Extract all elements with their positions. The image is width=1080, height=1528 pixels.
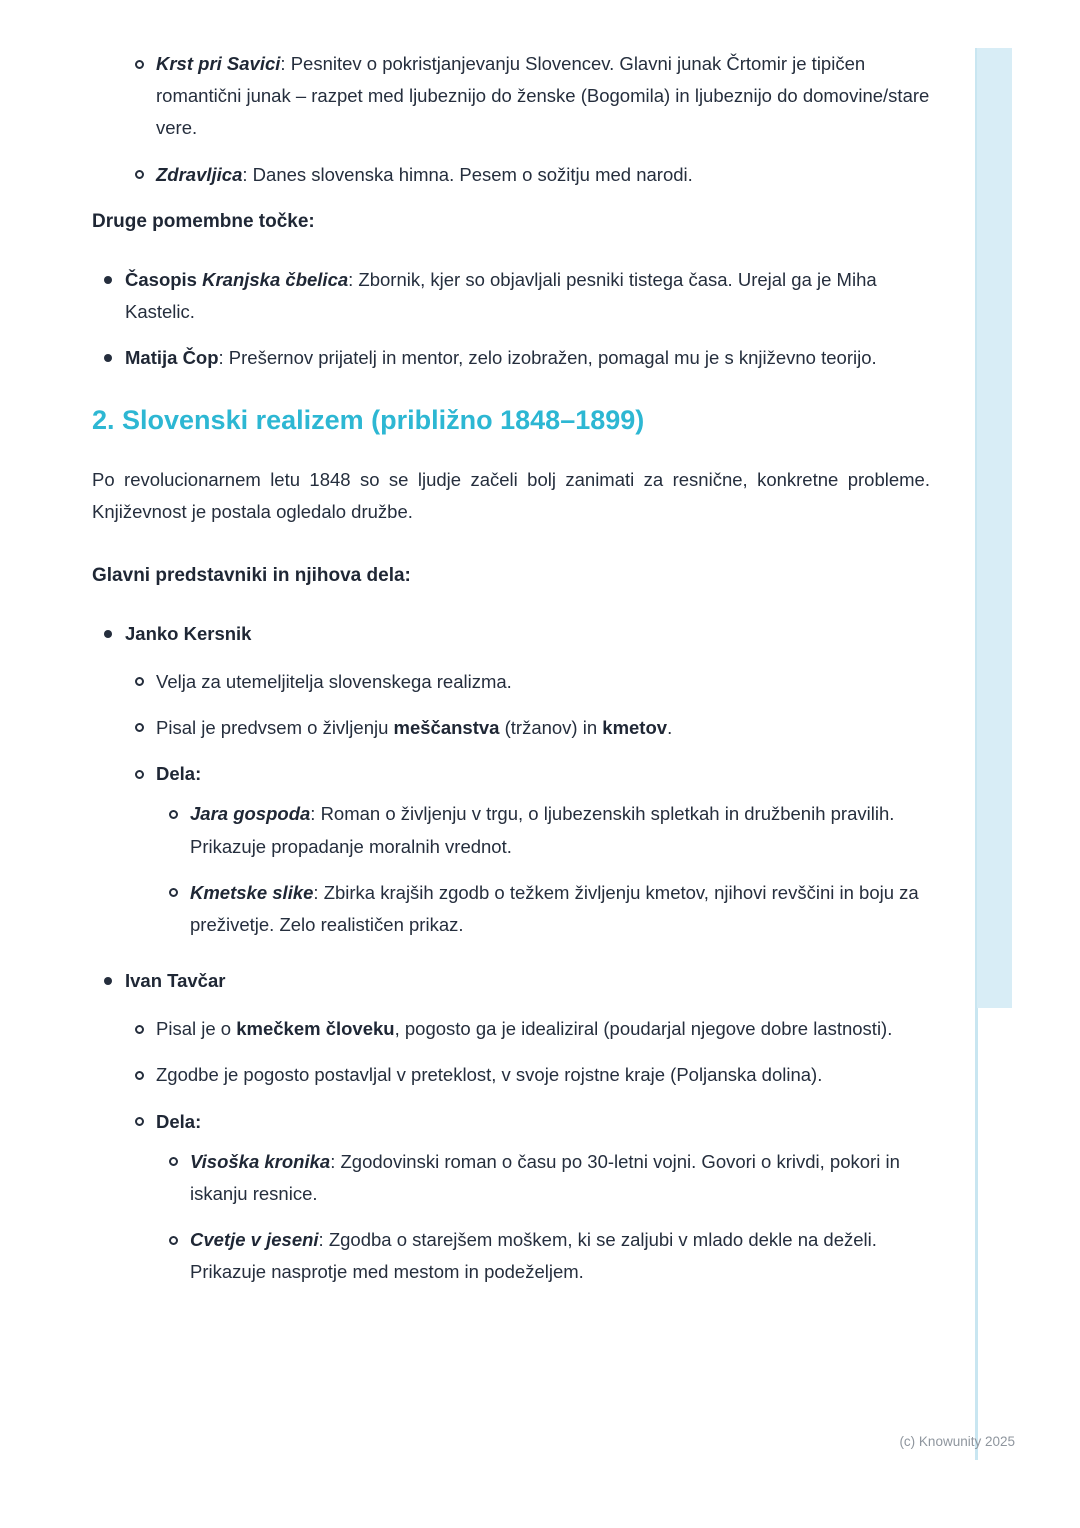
item-text: Pisal je predvsem o življenju: [156, 716, 394, 738]
footer-credit: (c) Knowunity 2025: [899, 1434, 1015, 1449]
list-item-casopis: [103, 264, 930, 328]
romantic-works-list: [134, 48, 930, 191]
dela-label: Dela:: [156, 1110, 202, 1132]
item-emphasis: meščanstva: [393, 716, 500, 738]
work-description: : Danes slovenska himna. Pesem o sožitju med narodi.: [242, 163, 693, 185]
item-text: Pisal je o: [156, 1018, 237, 1040]
tavcar-works-list: [168, 1146, 930, 1289]
author-kersnik: [103, 618, 930, 942]
work-title: Jara gospoda: [190, 803, 311, 825]
list-item-cvetje-v-jeseni: [168, 1224, 930, 1288]
list-item: Velja za utemeljitelja slovenskega realizma.: [134, 666, 930, 698]
work-title: Cvetje v jeseni: [190, 1229, 319, 1251]
list-item-krst: [134, 48, 930, 145]
tavcar-points-list: [134, 1013, 930, 1288]
list-item: [134, 712, 930, 744]
work-title: Krst pri Savici: [156, 53, 281, 74]
item-text: (tržanov) in: [499, 716, 603, 738]
author-name: Ivan Tavčar: [125, 970, 226, 992]
list-item-dela: [134, 758, 930, 941]
item-label: Časopis: [125, 268, 203, 290]
list-item-visoska-kronika: [168, 1146, 930, 1210]
list-item-dela: [134, 1106, 930, 1289]
work-description: : Pesnitev o pokristjanjevanju Slovencev. Glavni junak Črtomir je tipičen romantični junak – razpet med ljubeznijo do ženske (Bogomila) in ljubeznijo do domovine/stare vere.: [156, 53, 930, 139]
work-description: : Roman o življenju v trgu, o ljubezenskih spletkah in družbenih pravilih. Prikazuje propadanje moralnih vrednot.: [190, 803, 895, 857]
author-name: Janko Kersnik: [125, 622, 252, 644]
heading-representatives: Glavni predstavniki in njihova dela:: [92, 564, 411, 586]
authors-list: [103, 618, 930, 1289]
kersnik-works-list: [168, 798, 930, 941]
work-description: : Zgodovinski roman o času po 30-letni vojni. Govori o krivdi, pokori in iskanju resnice.: [190, 1150, 900, 1205]
other-points-list: [103, 264, 930, 375]
kersnik-points-list: [134, 666, 930, 941]
realism-intro-paragraph: Po revolucionarnem letu 1848 so se ljudje začeli bolj zanimati za resnične, konkretne probleme. Književnost je postala ogledalo družbe.: [92, 469, 930, 523]
work-title: Kmetske slike: [190, 881, 314, 903]
work-title: Visoška kronika: [190, 1150, 331, 1172]
list-item: Zgodbe je pogosto postavljal v preteklost, v svoje rojstne kraje (Poljanska dolina).: [134, 1059, 930, 1091]
heading-other-points: Druge pomembne točke:: [92, 210, 315, 232]
item-description: : Prešernov prijatelj in mentor, zelo izobražen, pomagal mu je s književno teorijo.: [218, 347, 877, 369]
list-item-kmetske-slike: [168, 877, 930, 941]
work-title: Zdravljica: [156, 163, 243, 185]
item-label: Matija Čop: [125, 347, 219, 369]
dela-label: Dela:: [156, 763, 202, 785]
item-emphasis: kmečkem človeku: [236, 1018, 395, 1040]
heading-realism-section: 2. Slovenski realizem (približno 1848–1899): [92, 405, 645, 436]
list-item-jara-gospoda: [168, 798, 930, 862]
list-item-matija-cop: [103, 342, 930, 374]
work-description: : Zbirka krajših zgodb o težkem življenju kmetov, njihovi revščini in boju za preživetje. Zelo realističen prikaz.: [190, 881, 919, 935]
item-text: , pogosto ga je idealiziral (poudarjal njegove dobre lastnosti).: [394, 1018, 893, 1040]
work-title: Kranjska čbelica: [202, 268, 349, 290]
work-description: : Zgodba o starejšem moškem, ki se zaljubi v mlado dekle na deželi. Prikazuje nasprotje med mestom in podeželjem.: [190, 1229, 877, 1283]
item-text: .: [667, 716, 673, 738]
author-tavcar: [103, 965, 930, 1289]
list-item: [134, 1013, 930, 1045]
item-description: : Zbornik, kjer so objavljali pesniki tistega časa. Urejal ga je Miha Kastelic.: [125, 268, 877, 322]
item-emphasis: kmetov: [602, 716, 668, 738]
list-item-zdravljica: [134, 159, 930, 191]
